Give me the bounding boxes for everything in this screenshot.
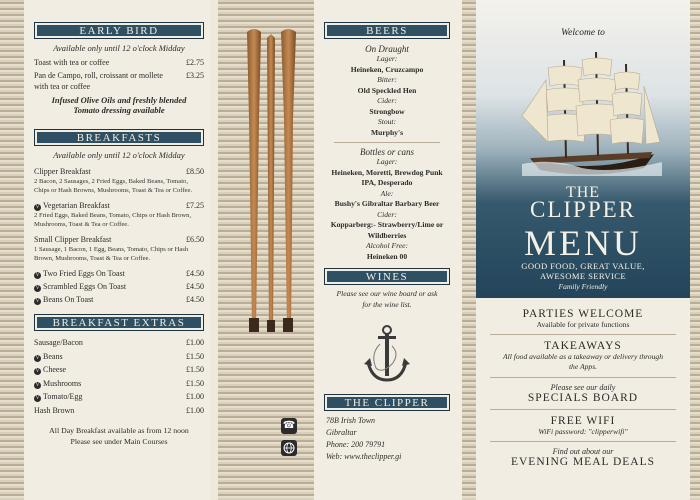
phone-icon[interactable]: ☎ xyxy=(281,418,297,434)
rope-divider xyxy=(690,0,700,500)
parties-sub: Available for private functions xyxy=(536,320,630,329)
list-item: V Beans On Toast £4.50 xyxy=(35,295,204,304)
list-item: V Beans £1.50 xyxy=(35,351,204,361)
bottles-list: Lager: Heineken, Moretti, Brewdog Punk IPA, Desperado Ale: Bushy's Gibraltar Barbary Beer Cider: Kopparberg:- Strawberry/Lime or Wildberries Alcohol Free: Heineken 00 xyxy=(330,157,444,261)
oar-icon xyxy=(267,34,275,332)
divider xyxy=(334,142,440,143)
early-bird-heading: EARLY BIRD xyxy=(34,22,204,39)
draught-title: On Draught xyxy=(365,44,409,54)
early-bird-footer: Infused Olive Oils and freshly blended Tomato dressing available xyxy=(51,95,187,115)
list-item: Toast with tea or coffee £2.75 xyxy=(34,58,204,67)
bottles-title: Bottles or cans xyxy=(360,147,414,157)
vegetarian-icon: V xyxy=(35,369,40,374)
menu-panel-drinks xyxy=(314,0,462,500)
vegetarian-icon: V xyxy=(35,205,40,210)
parties-title: PARTIES WELCOME xyxy=(522,308,644,320)
welcome-text: Welcome to xyxy=(561,28,605,38)
breakfasts-list xyxy=(34,166,204,306)
rope-divider xyxy=(0,0,24,500)
extras-footer-1: All Day Breakfast available as from 12 noon xyxy=(49,426,189,435)
early-bird-list xyxy=(34,57,204,92)
extras-heading: BREAKFAST EXTRAS xyxy=(34,314,204,331)
list-item: Pan de Campo, roll, croissant or mollete with tea or coffee £3.25 xyxy=(34,71,204,91)
extras-footer-2: Please see under Main Courses xyxy=(70,437,168,446)
divider xyxy=(490,441,676,442)
cover-menu: MENU xyxy=(524,223,642,263)
list-item: Clipper Breakfast £8.50 2 Bacon, 2 Sausages, 2 Fried Eggs, Baked Beans, Tomato, Chips or Hash Browns, Mushrooms, Toast & Tea or Coffee. xyxy=(34,167,204,194)
takeaways-title: TAKEAWAYS xyxy=(544,340,622,352)
list-item: V Vegetarian Breakfast £7.25 2 Fried Eggs, Baked Beans, Tomato, Chips or Hash Brown, Mushrooms, Toast & Tea or Coffee. xyxy=(34,201,204,228)
list-item: Sausage/Bacon £1.00 xyxy=(34,338,204,347)
website-link[interactable]: Web: www.theclipper.gi xyxy=(326,452,402,461)
wines-heading: WINES xyxy=(324,268,450,285)
address-line: 78B Irish Town xyxy=(326,416,376,425)
early-bird-note: Available only until 12 o'clock Midday xyxy=(53,43,185,53)
divider xyxy=(490,409,676,410)
vegetarian-icon: V xyxy=(35,286,40,291)
list-item: Hash Brown £1.00 xyxy=(34,405,204,415)
vegetarian-icon: V xyxy=(35,355,40,361)
breakfasts-heading: BREAKFASTS xyxy=(34,129,204,146)
evening-pre: Find out about our xyxy=(552,447,614,456)
menu-cover xyxy=(476,0,690,298)
list-item: V Tomato/Egg £1.00 xyxy=(35,392,204,401)
list-item: V Scrambled Eggs On Toast £4.50 xyxy=(35,282,204,291)
divider xyxy=(490,334,676,335)
extras-list xyxy=(34,336,204,417)
oar-icon xyxy=(247,29,261,332)
list-item: V Two Fried Eggs On Toast £4.50 xyxy=(35,269,204,278)
evening-title: EVENING MEAL DEALS xyxy=(510,456,656,468)
list-item: Small Clipper Breakfast £6.50 1 Sausage, 1 Bacon, 1 Egg, Beans, Tomato, Chips or Hash Brown, Mushrooms, Toast & Tea or Coffee. xyxy=(34,235,204,262)
wines-note: Please see our wine board or ask for the wine list. xyxy=(336,289,438,309)
specials-title: SPECIALS BOARD xyxy=(527,392,639,404)
draught-list: Lager: Heineken, Cruzcampo Bitter: Old Speckled Hen Cider: Strongbow Stout: Murphy's xyxy=(350,54,424,137)
cover-the: THE xyxy=(565,184,601,201)
vegetarian-icon: V xyxy=(35,382,40,388)
divider xyxy=(490,377,676,378)
cover-clipper: CLIPPER xyxy=(529,197,637,222)
takeaways-sub: All food available as a takeaway or delivery through the Apps. xyxy=(502,352,663,371)
contact-details xyxy=(324,415,450,463)
anchor-icon xyxy=(362,324,412,384)
oars-illustration xyxy=(238,28,308,340)
beers-heading: BEERS xyxy=(324,22,450,39)
phone-text[interactable]: Phone: 200 79791 xyxy=(326,440,386,449)
oar-icon xyxy=(281,29,296,332)
globe-icon[interactable] xyxy=(281,440,297,456)
cover-tagline: GOOD FOOD, GREAT VALUE, AWESOME SERVICE xyxy=(521,261,645,281)
address-line: Gibraltar xyxy=(326,428,357,437)
list-item: V Mushrooms £1.50 xyxy=(35,378,204,388)
cover-family: Family Friendly xyxy=(558,282,608,291)
menu-panel-breakfast xyxy=(24,0,210,500)
vegetarian-icon: V xyxy=(35,299,40,304)
breakfasts-note: Available only until 12 o'clock Midday xyxy=(53,150,185,160)
ship-illustration xyxy=(522,46,662,176)
contact-heading: THE CLIPPER xyxy=(324,394,450,411)
wifi-sub: WiFi password: "clipperwifi" xyxy=(538,427,628,436)
info-panel xyxy=(476,298,690,500)
vegetarian-icon: V xyxy=(35,396,40,401)
wifi-title: FREE WIFI xyxy=(550,415,616,427)
vegetarian-icon: V xyxy=(35,273,40,278)
list-item: V Cheese £1.50 xyxy=(35,365,204,374)
specials-pre: Please see our daily xyxy=(550,383,616,392)
rope-divider xyxy=(462,0,476,500)
